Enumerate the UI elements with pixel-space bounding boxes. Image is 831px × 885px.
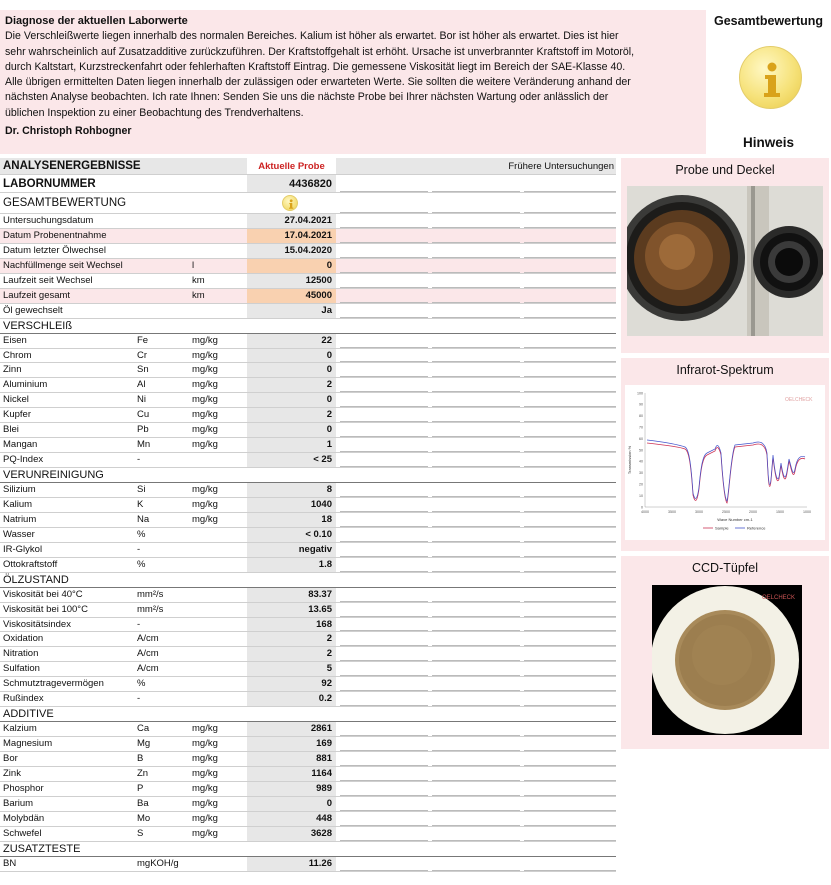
info-icon [739, 46, 802, 109]
diagnosis-line: sehr wahrscheinlich auf Zusatzadditive zurückzuführen. Der Kraftstoffgehalt ist erhöht. Ursache ist unverbrannter Kraftstoff im Motoröl, [5, 45, 635, 58]
row-symbol: mm²/s [137, 588, 164, 600]
diagnosis-title: Diagnose der aktuellen Laborwerte [5, 15, 188, 27]
row-symbol: Pb [137, 424, 149, 436]
row-value: 2 [247, 378, 336, 393]
ir-y-tick: 10 [639, 493, 643, 498]
table-row [0, 827, 616, 842]
ir-y-tick: 40 [639, 459, 643, 464]
row-unit: mg/kg [192, 827, 218, 839]
row-label: Sulfation [3, 663, 40, 675]
row-unit: mg/kg [192, 334, 218, 346]
ir-legend-reference: Reference [747, 525, 766, 531]
row-value: 0 [247, 797, 336, 812]
row-value: < 0.10 [247, 528, 336, 543]
diagnosis-signature: Dr. Christoph Rohbogner [5, 125, 132, 138]
row-label: Nachfüllmenge seit Wechsel [3, 259, 123, 271]
ir-watermark: OELCHECK [785, 397, 813, 403]
row-symbol: mm²/s [137, 603, 164, 615]
lab-number-value: 4436820 [247, 175, 336, 193]
ir-legend-sample: Sample [715, 525, 729, 531]
table-row [0, 543, 616, 558]
ir-x-tick: 1000 [803, 510, 811, 514]
table-row [0, 722, 616, 737]
row-value: 1.8 [247, 558, 336, 573]
row-label: Viskositätsindex [3, 618, 71, 630]
row-unit: mg/kg [192, 738, 218, 750]
table-row [0, 304, 616, 319]
row-symbol: Al [137, 379, 146, 391]
row-label: Nitration [3, 648, 39, 660]
table-header-row [0, 158, 616, 175]
row-label: Mangan [3, 439, 38, 451]
row-value: 1164 [247, 767, 336, 782]
table-row [0, 558, 616, 573]
row-value: 8 [247, 483, 336, 498]
lab-number-row [0, 175, 616, 193]
row-label: Untersuchungsdatum [3, 215, 94, 226]
table-row [0, 483, 616, 498]
row-symbol: Ba [137, 797, 149, 809]
section-header [0, 707, 616, 722]
ir-y-tick: 50 [639, 448, 643, 453]
diagnosis-box [0, 10, 706, 154]
table-row [0, 632, 616, 647]
ir-spectrum-panel [621, 358, 829, 551]
row-symbol: Cu [137, 409, 150, 421]
row-label: Natrium [3, 513, 37, 525]
overall-rating-row [0, 193, 616, 214]
row-value: 22 [247, 334, 336, 349]
diagnosis-line: Alle übrigen ermittelten Daten liegen innerhalb der zulässigen oder erwarteten Werte. Sie sollten die weitere Veränderung anhand der [5, 76, 631, 89]
row-value: 15.04.2020 [247, 244, 336, 259]
row-value: Ja [247, 304, 336, 319]
row-value: 2 [247, 632, 336, 647]
row-value: 448 [247, 812, 336, 827]
table-row [0, 812, 616, 827]
row-label: Viskosität bei 100°C [3, 603, 88, 615]
table-row [0, 423, 616, 438]
row-label: Zink [3, 767, 21, 779]
row-unit: mg/kg [192, 379, 218, 391]
info-icon [282, 195, 298, 211]
ccd-spot-title: CCD-Tüpfel [692, 561, 758, 575]
row-unit: mg/kg [192, 364, 218, 376]
section-header [0, 573, 616, 588]
table-body [0, 214, 616, 872]
table-row [0, 752, 616, 767]
row-label: Molybdän [3, 812, 45, 824]
table-row [0, 438, 616, 453]
ir-y-tick: 30 [639, 471, 643, 476]
row-value: 2 [247, 408, 336, 423]
table-header-title: ANALYSENERGEBNISSE [3, 160, 141, 172]
row-value: 5 [247, 662, 336, 677]
row-unit: mg/kg [192, 782, 218, 794]
row-unit: mg/kg [192, 797, 218, 809]
table-row [0, 692, 616, 707]
sample-bottle-photo [627, 186, 823, 336]
overall-rating-label: GESAMTBEWERTUNG [3, 197, 127, 209]
table-row [0, 677, 616, 692]
row-label: Nickel [3, 394, 29, 406]
row-value: 0 [247, 349, 336, 364]
row-value: 168 [247, 618, 336, 633]
row-value: negativ [247, 543, 336, 558]
row-label: Zinn [3, 364, 22, 376]
section-title: VERUNREINIGUNG [3, 469, 104, 481]
table-row [0, 393, 616, 408]
row-value: 169 [247, 737, 336, 752]
overall-rating-title: Gesamtbewertung [713, 14, 824, 28]
row-value: 2861 [247, 722, 336, 737]
table-row [0, 737, 616, 752]
row-symbol: - [137, 543, 141, 555]
lab-number-label: LABORNUMMER [3, 178, 96, 190]
table-row [0, 453, 616, 468]
row-symbol: P [137, 782, 144, 794]
row-label: Viskosität bei 40°C [3, 588, 83, 600]
row-value: 92 [247, 677, 336, 692]
ir-x-tick: 4000 [641, 510, 649, 514]
row-label: Kalium [3, 498, 33, 510]
row-label: Eisen [3, 334, 27, 346]
row-label: Rußindex [3, 693, 44, 705]
row-value: 0.2 [247, 692, 336, 707]
table-row [0, 349, 616, 364]
row-label: Kupfer [3, 409, 31, 421]
row-label: Datum Probenentnahme [3, 229, 107, 241]
row-label: IR-Glykol [3, 543, 43, 555]
row-unit: mg/kg [192, 812, 218, 824]
ir-x-tick: 3000 [695, 510, 703, 514]
table-row [0, 378, 616, 393]
row-unit: mg/kg [192, 394, 218, 406]
row-symbol: Na [137, 513, 150, 525]
ir-y-tick: 80 [639, 414, 643, 419]
row-label: Magnesium [3, 738, 53, 750]
row-symbol: Mo [137, 812, 151, 824]
row-symbol: Ni [137, 394, 146, 406]
row-value: 989 [247, 782, 336, 797]
diagnosis-text [5, 29, 701, 121]
row-symbol: Si [137, 484, 146, 495]
table-row [0, 647, 616, 662]
row-label: Ottokraftstoff [3, 558, 58, 570]
row-value: 1 [247, 438, 336, 453]
section-header [0, 319, 616, 334]
ir-y-tick: 100 [637, 391, 643, 396]
row-unit: mg/kg [192, 498, 218, 510]
row-value: 2 [247, 647, 336, 662]
table-row [0, 259, 616, 274]
row-value: 0 [247, 423, 336, 438]
section-title: VERSCHLEIß [3, 319, 73, 332]
row-symbol: S [137, 827, 144, 839]
row-value: 881 [247, 752, 336, 767]
table-row [0, 498, 616, 513]
ir-y-tick: 60 [639, 436, 643, 441]
row-unit: mg/kg [192, 439, 218, 451]
row-value: 45000 [247, 289, 336, 304]
row-symbol: % [137, 528, 146, 540]
section-header [0, 468, 616, 483]
row-label: Schwefel [3, 827, 42, 839]
row-label: Phosphor [3, 782, 44, 794]
row-value: < 25 [247, 453, 336, 468]
row-value: 1040 [247, 498, 336, 513]
row-unit: mg/kg [192, 484, 218, 495]
section-title: ADDITIVE [3, 708, 54, 721]
ccd-spot-panel [621, 556, 829, 749]
table-row [0, 797, 616, 812]
row-label: Laufzeit seit Wechsel [3, 274, 93, 286]
table-row [0, 588, 616, 603]
row-unit: mg/kg [192, 753, 218, 764]
section-title: ZUSATZTESTE [3, 842, 81, 855]
row-value: 17.04.2021 [247, 229, 336, 244]
row-symbol: Fe [137, 334, 149, 346]
row-value: 3628 [247, 827, 336, 842]
row-label: Datum letzter Ölwechsel [3, 244, 106, 256]
row-label: Barium [3, 797, 34, 809]
row-label: BN [3, 857, 17, 869]
diagnosis-line: üblichen Inspektion zu einer Beobachtung des Trendverhaltens. [5, 106, 304, 119]
row-unit: mg/kg [192, 409, 218, 421]
ir-spectrum-chart [625, 385, 825, 540]
table-row [0, 603, 616, 618]
table-row [0, 363, 616, 378]
row-symbol: % [137, 558, 146, 570]
row-label: Wasser [3, 528, 35, 540]
row-unit: mg/kg [192, 349, 218, 361]
row-label: Laufzeit gesamt [3, 289, 71, 301]
row-label: PQ-Index [3, 454, 44, 466]
row-symbol: - [137, 693, 141, 705]
ir-x-tick: 2000 [749, 510, 757, 514]
results-table [0, 158, 616, 872]
row-value: 83.37 [247, 588, 336, 603]
row-symbol: A/cm [137, 633, 159, 645]
table-row [0, 274, 616, 289]
row-symbol: A/cm [137, 663, 159, 675]
overall-rating-cell [247, 193, 336, 214]
table-row [0, 334, 616, 349]
diagnosis-line: durch Kaltstart, Kurzstreckenfahrt oder fehlerhaften Kraftstoff Eintrag. Die gemessene Viskosität liegt im Bereich der SAE-Klasse 40. [5, 60, 626, 73]
ir-x-tick: 1500 [776, 510, 784, 514]
overall-hint: Hinweis [742, 135, 794, 150]
ir-spectrum-title: Infrarot-Spektrum [676, 363, 774, 377]
table-row [0, 857, 616, 872]
table-row [0, 618, 616, 633]
row-label: Schmutztragevermögen [3, 678, 104, 690]
row-symbol: % [137, 678, 146, 690]
table-row [0, 767, 616, 782]
previous-samples-header: Frühere Untersuchungen [508, 161, 614, 172]
section-header [0, 842, 616, 857]
row-symbol: Zn [137, 767, 149, 779]
row-symbol: Mn [137, 439, 151, 451]
ccd-watermark: OELCHECK [762, 595, 796, 601]
ir-x-axis-label: Wave Number cm-1 [717, 517, 753, 522]
current-sample-header: Aktuelle Probe [247, 158, 336, 175]
row-symbol: - [137, 454, 141, 466]
row-label: Silizium [3, 484, 36, 495]
table-row [0, 289, 616, 304]
ccd-spot-image [652, 585, 802, 735]
table-row [0, 408, 616, 423]
row-value: 13.65 [247, 603, 336, 618]
row-symbol: B [137, 753, 144, 764]
row-label: Kalzium [3, 723, 37, 735]
table-row [0, 782, 616, 797]
row-value: 27.04.2021 [247, 214, 336, 229]
table-row [0, 528, 616, 543]
row-value: 0 [247, 393, 336, 408]
row-label: Chrom [3, 349, 32, 361]
row-symbol: Ca [137, 723, 150, 735]
row-value: 18 [247, 513, 336, 528]
row-label: Bor [3, 753, 18, 764]
row-unit: km [192, 274, 205, 286]
diagnosis-line: Die Verschleißwerte liegen innerhalb des normalen Bereiches. Kalium ist höher als erwartet. Bor ist höher als erwartet. Dies ist hier [5, 30, 619, 43]
row-value: 0 [247, 363, 336, 378]
row-unit: km [192, 289, 205, 301]
row-unit: mg/kg [192, 513, 218, 525]
ir-y-axis-label: Transmission % [627, 445, 632, 475]
table-row [0, 214, 616, 229]
ir-y-tick: 90 [639, 402, 643, 407]
row-symbol: Cr [137, 349, 148, 361]
row-label: Blei [3, 424, 19, 436]
table-row [0, 229, 616, 244]
row-symbol: mgKOH/g [137, 857, 179, 869]
row-unit: mg/kg [192, 767, 218, 779]
row-symbol: Sn [137, 364, 149, 376]
row-value: 0 [247, 259, 336, 274]
ir-y-tick: 0 [641, 505, 643, 510]
ir-y-tick: 20 [639, 482, 643, 487]
sample-photo-panel [621, 158, 829, 353]
row-symbol: A/cm [137, 648, 159, 660]
row-symbol: Mg [137, 738, 151, 750]
row-value: 12500 [247, 274, 336, 289]
row-symbol: - [137, 618, 141, 630]
ir-x-tick: 2500 [722, 510, 730, 514]
sample-photo-title: Probe und Deckel [675, 163, 775, 177]
diagnosis-line: nächsten Analyse beobachten. Ich rate Ihnen: Senden Sie uns die nächste Probe bei Ihrer nächsten Wartung oder anlässlich der [5, 91, 609, 104]
table-row [0, 662, 616, 677]
table-row [0, 513, 616, 528]
row-unit: mg/kg [192, 723, 218, 735]
row-unit: l [192, 259, 195, 271]
row-label: Aluminium [3, 379, 48, 391]
row-label: Öl gewechselt [3, 304, 63, 316]
section-title: ÖLZUSTAND [3, 573, 69, 586]
row-unit: mg/kg [192, 424, 218, 436]
row-label: Oxidation [3, 633, 44, 645]
ir-y-tick: 70 [639, 425, 643, 430]
ir-x-tick: 3500 [668, 510, 676, 514]
row-value: 11.26 [247, 857, 336, 872]
row-symbol: K [137, 498, 144, 510]
table-row [0, 244, 616, 259]
